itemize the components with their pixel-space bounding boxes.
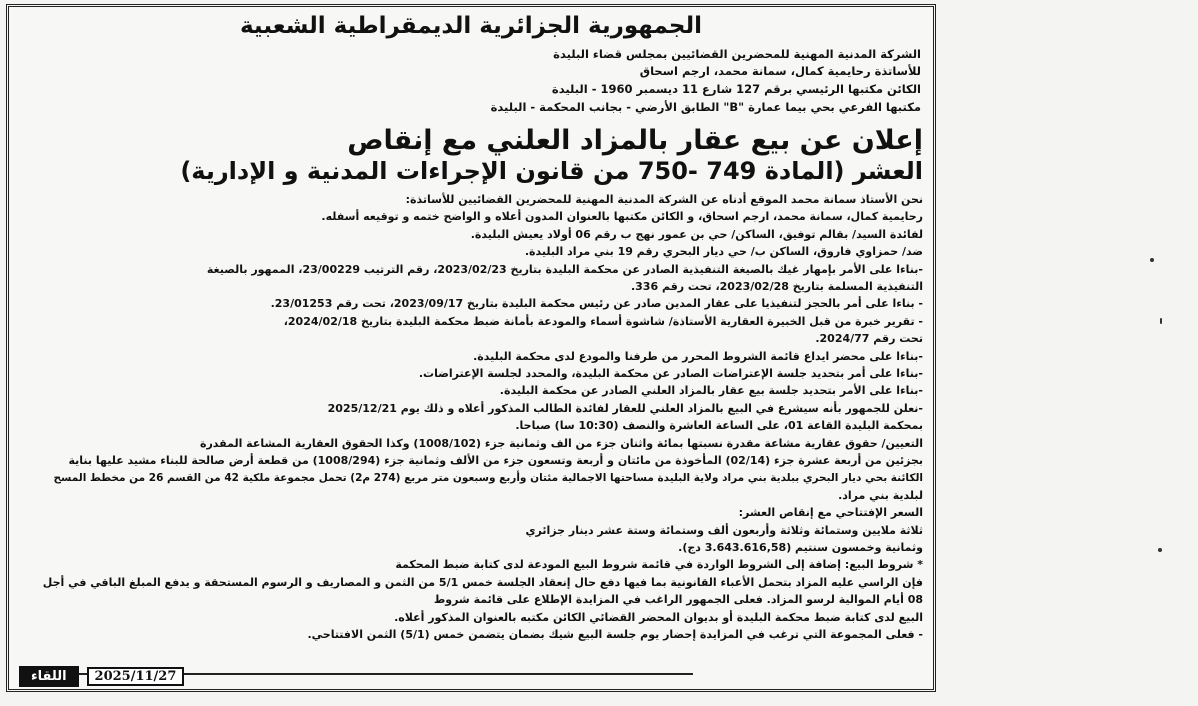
body-line: بجزئين من أربعة عشرة جزء (02/14) المأخوذة من مائتان و أربعة وتسعون جزء من الألف وثمانية جزء (1008/294) من قطعة أرض صالحة للبناء مشيد عليها بناية [68, 454, 923, 467]
company-line: الشركة المدنية المهنية للمحضرين القضائيين بمجلس قضاء البليدة [553, 47, 921, 61]
headline-line-1: إعلان عن بيع عقار بالمزاد العلني مع إنقاص [347, 125, 923, 156]
body-line: -بناءا على الأمر بتحديد جلسة بيع عقار بالمزاد العلني الصادر عن محكمة البليدة. [499, 384, 923, 398]
body-line: ضد/ حمزاوي فاروق، الساكن ب/ حي ديار البحري رقم 19 بني مراد البليدة. [524, 245, 923, 259]
body-line: - تقرير خبرة من قبل الخبيرة العقارية الأستاذة/ شاشوة أسماء والمودعة بأمانة ضبط محكمة البليدة بتاريخ 2024/02/18، [283, 314, 923, 328]
body-line: فإن الراسي عليه المزاد بتحمل الأعباء القانونية بما فيها دفع حال إنعقاد الجلسة خمس 5/1 من الثمن و المصاريف و الرسوم المستحقة و يدفع المبلغ الباقي في أجل [42, 575, 923, 589]
announcement-frame [6, 4, 936, 692]
partners-line: للأساتذة رحايمية كمال، سمانة محمد، ارجم اسحاق [639, 64, 921, 78]
publication-date: 2025/11/27 [87, 667, 185, 686]
body-line: 08 أيام الموالية لرسو المزاد. فعلى الجمهور الراغب في المزايدة الإطلاع على قائمة شروط [433, 593, 923, 607]
body-line: وثمانية وخمسون سنتيم (3.643.616,58 دج). [678, 541, 923, 554]
headline-line-2: العشر (المادة 749 -750 من قانون الإجراءات المدنية و الإدارية) [180, 157, 923, 185]
scan-speck [1158, 548, 1162, 552]
main-office-line: الكائن مكتبها الرئيسي برقم 127 شارع 11 ديسمبر 1960 - البليدة [551, 82, 921, 96]
branch-office-line: مكتبها الفرعي بحي بيما عمارة "B" الطابق الأرضي - بجانب المحكمة - البليدة [490, 100, 921, 114]
body-line: -بناءا على محضر ايداع قائمة الشروط المحرر من طرفنا والمودع لدى محكمة البليدة. [473, 349, 923, 363]
body-line: تحت رقم 2024/77. [815, 332, 923, 346]
scan-speck [1160, 318, 1162, 324]
body-line: بمحكمة البليدة القاعة 01، على الساعة العاشرة والنصف (10:30 سا) صباحا. [515, 419, 923, 433]
body-line: لبلدية بني مراد. [838, 488, 923, 502]
body-line: نحن الأستاذ سمانة محمد الموقع أدناه عن الشركة المدنية المهنية للمحضرين القضائيين للأساتذة: [405, 193, 923, 206]
body-line: الكائنة بحي ديار البحري ببلدية بني مراد ولاية البليدة مساحتها الاجمالية مئتان وأربع وسبعون متر مربع (274 م2) تحمل مجموعة ملكية 42 من القسم 26 من مخطط المسح [53, 472, 923, 485]
body-line: * شروط البيع: إضافة إلى الشروط الواردة في قائمة شروط البيع المودعة لدى كتابة ضبط المحكمة [395, 558, 923, 572]
body-line: التعيين/ حقوق عقارية مشاعة مقدرة نسبتها بمائة واثنان جزء من الف وثمانية جزء (1008/102) وكذا الحقوق العقارية المشاعة المقدرة [199, 436, 923, 450]
body-line: -بناءا على أمر بتحديد جلسة الإعتراضات الصادر عن محكمة البليدة، والمحدد لجلسة الإعتراضات. [418, 367, 923, 380]
body-line: رحايمية كمال، سمانة محمد، ارجم اسحاق، و الكائن مكتبها بالعنوان المدون أعلاه و الواضح ختمه و توقيعه أسفله. [321, 210, 923, 224]
newspaper-tag: اللقاء [19, 666, 79, 687]
body-line: لفائدة السيد/ بقالم توفيق، الساكن/ حي بن عمور نهج ب رقم 06 أولاد يعيش البليدة. [470, 227, 923, 241]
scan-speck [1150, 258, 1154, 262]
republic-title: الجمهورية الجزائرية الديمقراطية الشعبية [239, 13, 703, 39]
body-line: ثلاثة ملايين وستمائة وثلاثة وأربعون ألف وستمائة وستة عشر دينار جزائري [525, 523, 923, 537]
footer [19, 667, 184, 685]
body-line: - بناءا على أمر بالحجز لتنفيذيا على عقار المدين صادر عن رئيس محكمة البليدة بتاريخ 2023/09/17، تحت رقم 23/01253. [270, 297, 923, 311]
body-line: -بناءا على الأمر بإمهار غيك بالصيغة التنفيذية الصادر عن محكمة البليدة بتاريخ 2023/02/23، رقم الترتيب 23/00229، الممهور بالصيغة [206, 262, 923, 276]
body-line: السعر الإفتتاحي مع إنقاص العشر: [738, 506, 923, 520]
body-line: التنفيذية المسلمة بتاريخ 2023/02/28، تحت رقم 336. [630, 280, 923, 293]
body-line: البيع لدى كتابة ضبط محكمة البليدة أو بديوان المحضر القضائي الكائن مكتبه بالعنوان المذكور أعلاه. [394, 610, 923, 624]
body-line: -نعلن للجمهور بأنه سيشرع في البيع بالمزاد العلني للعقار لفائدة الطالب المذكور أعلاه و ذلك يوم 2025/12/21 [327, 401, 923, 415]
body-line: - فعلى المجموعة التي ترغب في المزايدة إحضار يوم جلسة البيع شيك بضمان يتضمن خمس (5/1) الثمن الافتتاحي. [307, 628, 923, 641]
